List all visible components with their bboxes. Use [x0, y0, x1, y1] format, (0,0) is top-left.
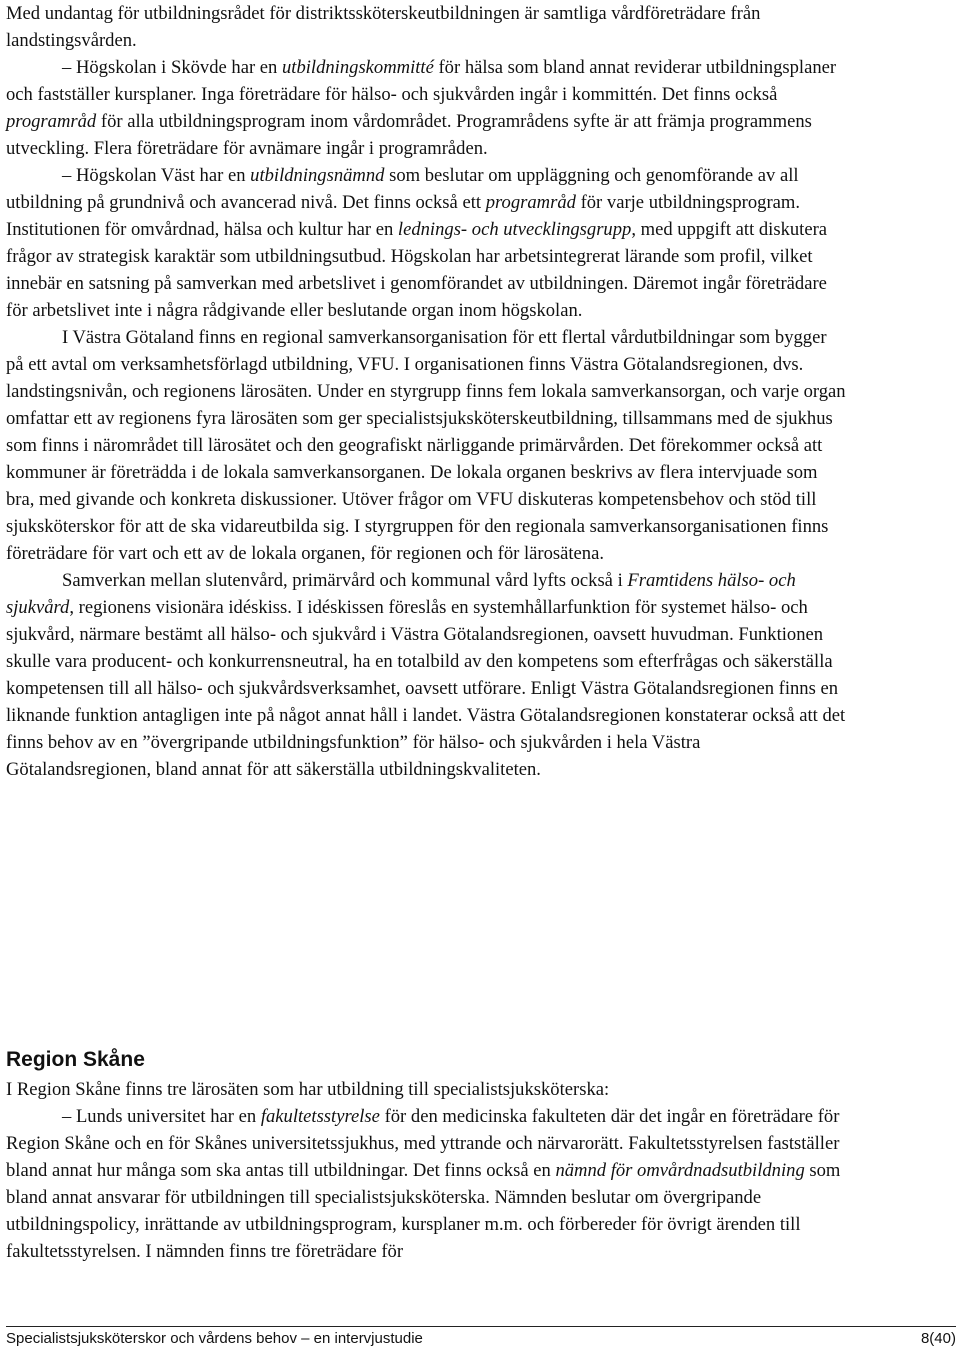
italic-term: programråd [485, 192, 576, 213]
italic-term: utbildningskommitté [282, 57, 434, 78]
text-run: som beslutar om uppläggning och genomförande av all utbildning på grundnivå och avancerad nivå. Det finns också ett [6, 165, 799, 213]
text-run: för den medicinska fakulteten där det ingår en företrädare för Region Skåne och en för Skånes universitetssjukhus, med yttrande och närvarorätt. Fakultetsstyrelsen fastställer bland annat hur många som ska antas till utbildningar. Det finns också en [6, 1106, 840, 1181]
text-run: – Högskolan i Skövde har en [62, 57, 282, 78]
paragraph: Med undantag för utbildningsrådet för distriktssköterskeutbildningen är samtliga vårdföreträdare från landstingsvården. [6, 3, 761, 51]
paragraph-samverkan [6, 567, 846, 783]
section-text [6, 1076, 846, 1265]
paragraph-vastra-gotaland: I Västra Götaland finns en regional samverkansorganisation för ett flertal vårdutbildningar som bygger på ett avtal om verksamhetsförlagd utbildning, VFU. I organisationen finns Västra Götalandsregionen, dvs. landstingsnivån, och regionens lärosäten. Under en styrgrupp finns fem lokala samverkansorgan, och varje organ omfattar ett av regionens fyra lärosäten som ger specialistsjuksköterskeutbildning, tillsammans med de sjukhus som finns i närområdet till lärosätet och den geografiskt närliggande primärvården. Det förekommer också att kommuner är företrädda i de lokala samverkansorganen. De lokala organen beskrivs av flera intervjuade som bra, med givande och konkreta diskussioner. Utöver frågor om VFU diskuteras kompetensbehov och stöd till sjuksköterskor för att de ska vidareutbilda sig. I styrgruppen för den regionala samverkansorganisationen finns företrädare för vart och ett av de lokala organen, för regionen och för lärosätena. [6, 327, 846, 564]
text-run: , med uppgift att diskutera frågor av strategisk karaktär som utbildningsutbud. Högskolan har arbetsintegrerat lärande som profil, vilket innebär en satsning på samverkan med arbetslivet i genomförandet av utbildningen. Däremot ingår företrädare för arbetslivet inte i några rådgivande eller beslutande organ inom högskolan. [6, 219, 828, 321]
text-run: för alla utbildningsprogram inom vårdområdet. Programrådens syfte är att främja programmens utveckling. Flera företrädare för avnämare ingår i programråden. [6, 111, 812, 159]
text-run: som bland annat ansvarar för utbildningen till specialistsjuksköterska. Nämnden beslutar om övergripande utbildningspolicy, inrättande av utbildningsprogram, kursplaner m.m. och förbereder för övrigt ärenden till fakultetsstyrelsen. I nämnden finns tre företrädare för [6, 1160, 841, 1262]
paragraph-vast [6, 162, 846, 324]
page-footer [6, 1326, 956, 1348]
body-text [6, 0, 846, 783]
text-run: – Lunds universitet har en [62, 1106, 261, 1127]
footer-title: Specialistsjuksköterskor och vårdens behov – en intervjustudie [6, 1330, 423, 1347]
section-heading: Region Skåne [6, 1048, 145, 1071]
italic-term: utbildningsnämnd [250, 165, 385, 186]
italic-term: nämnd för omvårdnadsutbildning [555, 1160, 805, 1181]
text-run: Samverkan mellan slutenvård, primärvård och kommunal vård lyfts också i [62, 570, 628, 591]
italic-term: programråd [6, 111, 97, 132]
italic-term: lednings- och utvecklingsgrupp [397, 219, 632, 240]
footer-rule [6, 1326, 956, 1327]
paragraph-skovde [6, 54, 846, 162]
text-run: för varje utbildningsprogram. Institutionen för omvårdnad, hälsa och kultur har en [6, 192, 801, 240]
text-run: – Högskolan Väst har en [62, 165, 251, 186]
paragraph-lund [6, 1103, 846, 1265]
italic-term: Framtidens hälso- och sjukvård [6, 570, 796, 618]
italic-term: fakultetsstyrelse [260, 1106, 380, 1127]
text-run: för hälsa som bland annat reviderar utbildningsplaner och fastställer kursplaner. Inga företrädare för hälso- och sjukvården ingår i kommittén. Det finns också [6, 57, 837, 105]
page-number: 8(40) [920, 1330, 956, 1347]
section-intro: I Region Skåne finns tre lärosäten som har utbildning till specialistsjuksköterska: [6, 1079, 610, 1100]
text-run: , regionens visionära idéskiss. I idéskissen föreslås en systemhållarfunktion för systemet hälso- och sjukvård, närmare bestämt all hälso- och sjukvård i Västra Götalandsregionen, oavsett huvudman. Funktionen skulle vara producent- och konkurrensneutral, ha en totalbild av den kompetens som efterfrågas och säkerställa kompetensen till all hälso- och sjukvårdsverksamhet, oavsett utförare. Enligt Västra Götalandsregionen finns en liknande funktion antagligen inte på något annat håll i landet. Västra Götalandsregionen konstaterar också att det finns behov av en ”övergripande utbildningsfunktion” för hälso- och sjukvården i hela Västra Götalandsregionen, bland annat för att säkerställa utbildningskvaliteten. [6, 597, 846, 780]
